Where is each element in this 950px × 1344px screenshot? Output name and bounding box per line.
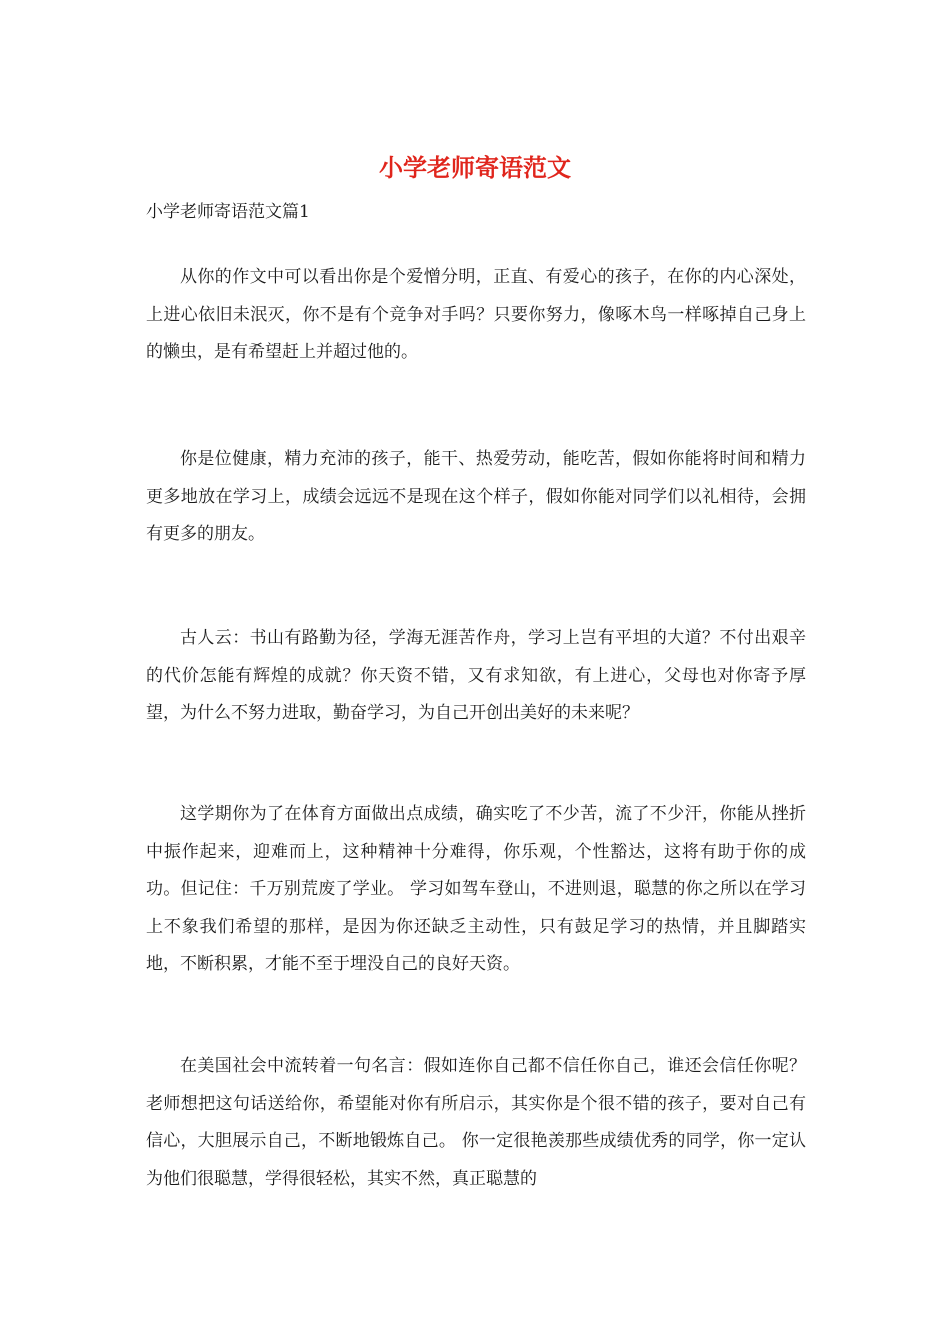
paragraph-3: 古人云：书山有路勤为径，学海无涯苦作舟，学习上岂有平坦的大道？不付出艰辛的代价怎能有辉煌的成就？你天资不错，又有求知欲，有上进心，父母也对你寄予厚望，为什么不努力进取，勤奋学习，为自己开创出美好的未来呢？ bbox=[146, 628, 806, 723]
paragraph-1: 从你的作文中可以看出你是个爱憎分明，正直、有爱心的孩子，在你的内心深处，上进心依旧未泯灭，你不是有个竞争对手吗？只要你努力，像啄木鸟一样啄掉自己身上的懒虫，是有希望赶上并超过他的。 bbox=[146, 267, 806, 362]
section-heading: 小学老师寄语范文篇1 bbox=[146, 202, 310, 222]
paragraph-2: 你是位健康，精力充沛的孩子，能干、热爱劳动，能吃苦，假如你能将时间和精力更多地放在学习上，成绩会远远不是现在这个样子，假如你能对同学们以礼相待，会拥有更多的朋友。 bbox=[146, 449, 806, 544]
paragraph-5: 在美国社会中流转着一句名言：假如连你自己都不信任你自己，谁还会信任你呢？老师想把这句话送给你，希望能对你有所启示，其实你是个很不错的孩子，要对自己有信心，大胆展示自己，不断地锻炼自己。 你一定很艳羡那些成绩优秀的同学，你一定认为他们很聪慧，学得很轻松，其实不然，真正聪慧的 bbox=[146, 1056, 806, 1189]
paragraph-4: 这学期你为了在体育方面做出点成绩，确实吃了不少苦，流了不少汗，你能从挫折中振作起来，迎难而上，这种精神十分难得，你乐观，个性豁达，这将有助于你的成功。但记住：千万别荒废了学业。 学习如驾车登山，不进则退，聪慧的你之所以在学习上不象我们希望的那样，是因为你还缺乏主动性，只有鼓足学习的热情，并且脚踏实地，不断积累，才能不至于埋没自己的良好天资。 bbox=[146, 804, 806, 974]
document-title: 小学老师寄语范文 bbox=[379, 153, 571, 182]
